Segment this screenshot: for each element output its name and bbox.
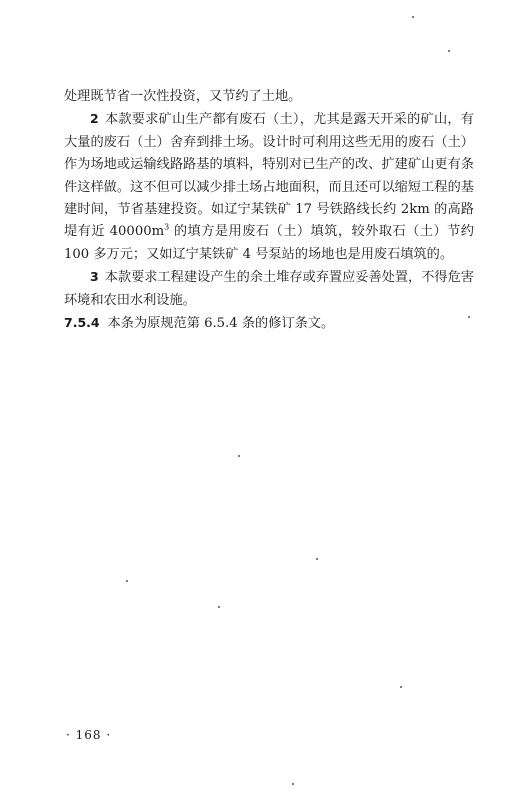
paragraph-item-3 xyxy=(64,266,474,312)
body-text xyxy=(64,86,474,335)
page-number: · 168 · xyxy=(66,728,112,742)
clause-7-5-4 xyxy=(64,312,474,335)
scan-speck xyxy=(218,606,220,608)
scan-speck xyxy=(292,783,294,785)
paragraph-text: 本款要求矿山生产都有废石（土），尤其是露天开采的矿山，有大量的废石（土）舍弃到排土场。设计时可利用这些无用的废石（土）作为场地或运输线路路基的填料，特别对已生产的改、扩建矿山更有条件这样做。这不但可以减少排土场占地面积，而且还可以缩短工程的基建时间，节省基建投资。如辽宁某铁矿 17 号铁路线长约 2km 的高路堤有近 40000m xyxy=(64,112,474,240)
superscript: 3 xyxy=(164,223,170,233)
scan-speck xyxy=(400,686,402,688)
scan-speck xyxy=(448,50,450,52)
paragraph-continuation xyxy=(64,86,474,108)
scan-speck xyxy=(238,455,240,457)
scan-speck xyxy=(316,558,318,560)
paragraph-text: 处理既节省一次性投资，又节约了土地。 xyxy=(64,89,302,104)
scan-speck xyxy=(412,16,414,18)
paragraph-item-2 xyxy=(64,108,474,266)
clause-number: 7.5.4 xyxy=(64,315,100,331)
paragraph-text: 本款要求工程建设产生的余土堆存或弃置应妥善处置，不得危害环境和农田水利设施。 xyxy=(64,270,474,308)
item-number: 2 xyxy=(90,111,99,127)
clause-text: 本条为原规范第 6.5.4 条的修订条文。 xyxy=(107,316,335,332)
scan-speck xyxy=(126,580,128,582)
paragraph-text: 的填方是用废石（土）填筑，较外取石（土）节约 100 多万元；又如辽宁某铁矿 4 号泵站的场地也是用废石填筑的。 xyxy=(64,224,474,262)
scan-speck xyxy=(468,316,470,318)
item-number: 3 xyxy=(90,269,99,285)
